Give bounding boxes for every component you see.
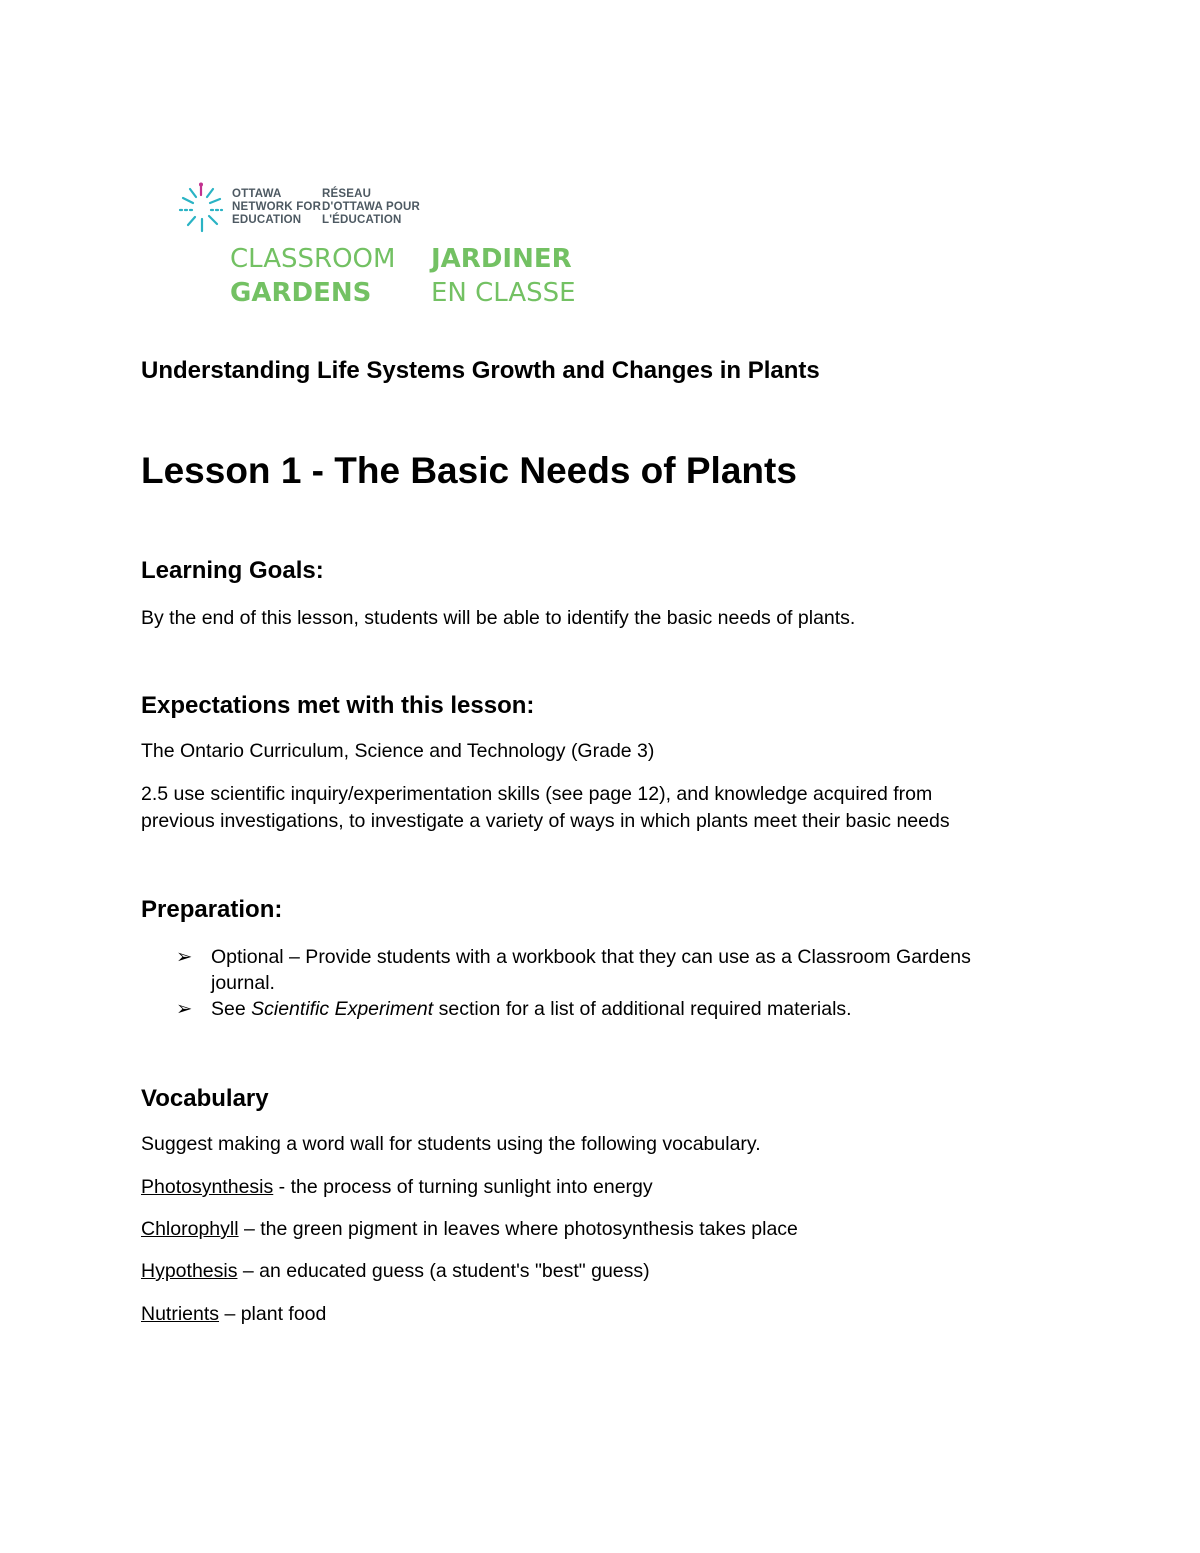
expectation-line-2: previous investigations, to investigate a variety of ways in which plants meet their basic needs [141, 810, 950, 832]
vocabulary-item: Photosynthesis - the process of turning sunlight into energy [141, 1176, 653, 1198]
curriculum-text: The Ontario Curriculum, Science and Technology (Grade 3) [141, 740, 655, 762]
vocabulary-intro: Suggest making a word wall for students using the following vocabulary. [141, 1133, 761, 1155]
arrow-bullet-icon: ➢ [176, 998, 193, 1020]
burst-icon [175, 182, 227, 234]
program-name-fr: JARDINER EN CLASSE [431, 244, 576, 308]
learning-goals-heading: Learning Goals: [141, 557, 324, 584]
program-name-en: CLASSROOM GARDENS [230, 244, 396, 308]
vocabulary-heading: Vocabulary [141, 1085, 269, 1112]
expectations-heading: Expectations met with this lesson: [141, 692, 535, 719]
page-title: Lesson 1 - The Basic Needs of Plants [141, 450, 797, 491]
preparation-bullet-1: Optional – Provide students with a workbook that they can use as a Classroom Gardens journal. [211, 946, 971, 994]
vocabulary-item: Nutrients – plant food [141, 1303, 327, 1325]
subtitle: Understanding Life Systems Growth and Changes in Plants [141, 357, 820, 384]
vocabulary-item: Chlorophyll – the green pigment in leaves where photosynthesis takes place [141, 1218, 798, 1240]
vocabulary-term: Hypothesis [141, 1260, 238, 1282]
org-name-en: OTTAWA NETWORK FOR EDUCATION [232, 188, 322, 226]
expectation-line-1: 2.5 use scientific inquiry/experimentation skills (see page 12), and knowledge acquired from [141, 783, 933, 805]
logo [175, 180, 595, 310]
vocabulary-item: Hypothesis – an educated guess (a student's "best" guess) [141, 1260, 650, 1282]
vocabulary-term: Nutrients [141, 1303, 220, 1325]
arrow-bullet-icon: ➢ [176, 946, 193, 968]
vocabulary-term: Chlorophyll [141, 1218, 239, 1240]
learning-goals-text: By the end of this lesson, students will be able to identify the basic needs of plants. [141, 607, 856, 629]
vocabulary-term: Photosynthesis [141, 1176, 274, 1198]
preparation-bullet-2: See Scientific Experiment section for a list of additional required materials. [211, 998, 852, 1020]
org-name-fr: RÉSEAU D'OTTAWA POUR L'ÉDUCATION [322, 188, 420, 226]
preparation-heading: Preparation: [141, 896, 283, 923]
